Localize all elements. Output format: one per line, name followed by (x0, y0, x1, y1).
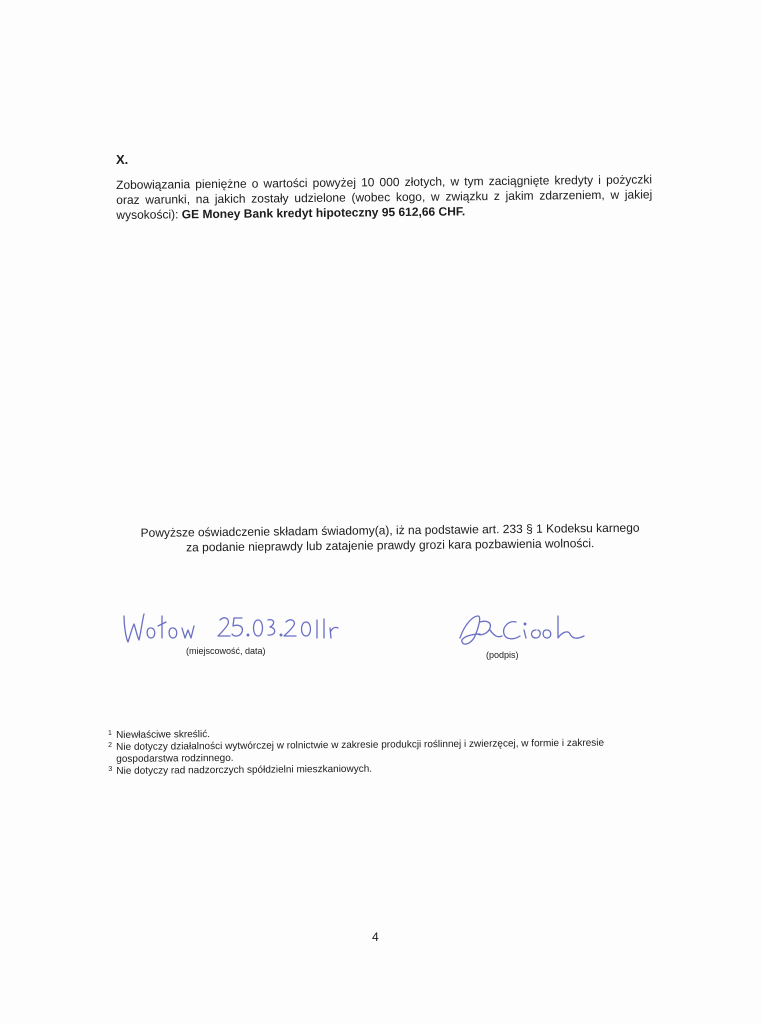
handwritten-place-date (118, 606, 358, 646)
signature-caption: (podpis) (486, 650, 519, 660)
place-date-caption: (miejscowość, data) (186, 646, 266, 656)
page-number: 4 (372, 930, 379, 944)
footnote-2-mark: 2 (108, 741, 113, 749)
footnote-3-mark: 3 (108, 765, 113, 773)
obligations-text: Zobowiązania pieniężne o wartości powyżej 10 000 złotych, w tym zaciągnięte kredyty i pożyczki oraz warunki, na jakich zostały udzielone (wobec kogo, w związku z jakim zdarzeniem, w jakiej wysokości): (116, 172, 653, 222)
section-number: X. (116, 152, 129, 167)
declaration-line-1: Powyższe oświadczenie składam świadomy(a), iż na podstawie art. 233 § 1 Kodeksu karnego (140, 520, 640, 540)
footnote-3-text: Nie dotyczy rad nadzorczych spółdzielni mieszkaniowych. (116, 763, 373, 777)
footnote-1-text: Niewłaściwe skreślić. (115, 729, 210, 741)
signature (450, 608, 600, 652)
obligations-answer: GE Money Bank kredyt hipoteczny 95 612,66 CHF. (181, 204, 466, 222)
declaration-line-2: za podanie nieprawdy lub zatajenie prawdy grozi kara pozbawienia wolności. (186, 536, 595, 555)
obligations-paragraph (116, 172, 652, 223)
footnote-1-mark: 1 (108, 729, 112, 737)
declaration-statement (130, 521, 650, 556)
footnotes (108, 725, 638, 778)
footnote-2-text: Nie dotyczy działalności wytwórczej w rolnictwie w zakresie produkcji roślinnej i zwierzęcej, w formie i zakresie gospodarstwa rodzinnego. (116, 737, 605, 765)
